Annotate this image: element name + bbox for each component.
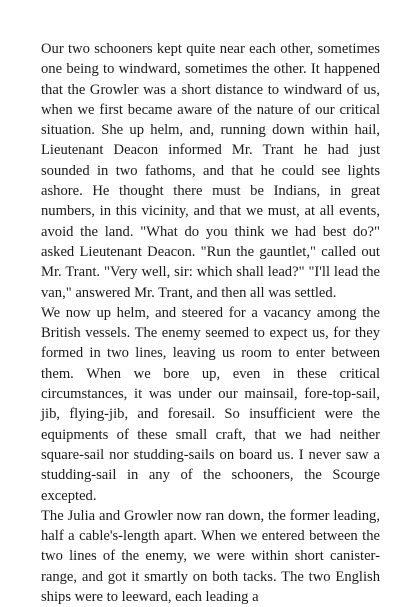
paragraph-3: The Julia and Growler now ran down, the former leading, half a cable's-length apart. When we entered between the two lines of the enemy, we were within short canister-range, and got it smartly on both tacks. The two English ships were to leeward, each leading a <box>41 507 380 606</box>
paragraph-2: We now up helm, and steered for a vacancy among the British vessels. The enemy seemed to expect us, for they formed in two lines, leaving us room to enter between them. When we bore up, even in these critical circumstances, it was under our mainsail, fore-top-sail, jib, flying-jib, and foresail. So insufficient were the equipments of these small craft, that we had neither square-sail nor studding-sails on board us. I never saw a studding-sail in any of the schooners, the Scourge excepted. <box>41 304 380 504</box>
paragraph-1: Our two schooners kept quite near each other, sometimes one being to windward, sometimes the other. It happened that the Growler was a short distance to windward of us, when we first became aware of the nature of our critical situation. She up helm, and, running down within hail, Lieutenant Deacon informed Mr. Trant he had just sounded in two fathoms, and that he could see lights ashore. He thought there must be Indians, in great numbers, in this vicinity, and that we must, at all events, avoid the land. "What do you think we had best do?" asked Lieutenant Deacon. "Run the gauntlet," called out Mr. Trant. "Very well, sir: which shall lead?" "I'll lead the van," answered Mr. Trant, and then all was settled. <box>41 41 380 301</box>
page-text <box>41 39 380 607</box>
